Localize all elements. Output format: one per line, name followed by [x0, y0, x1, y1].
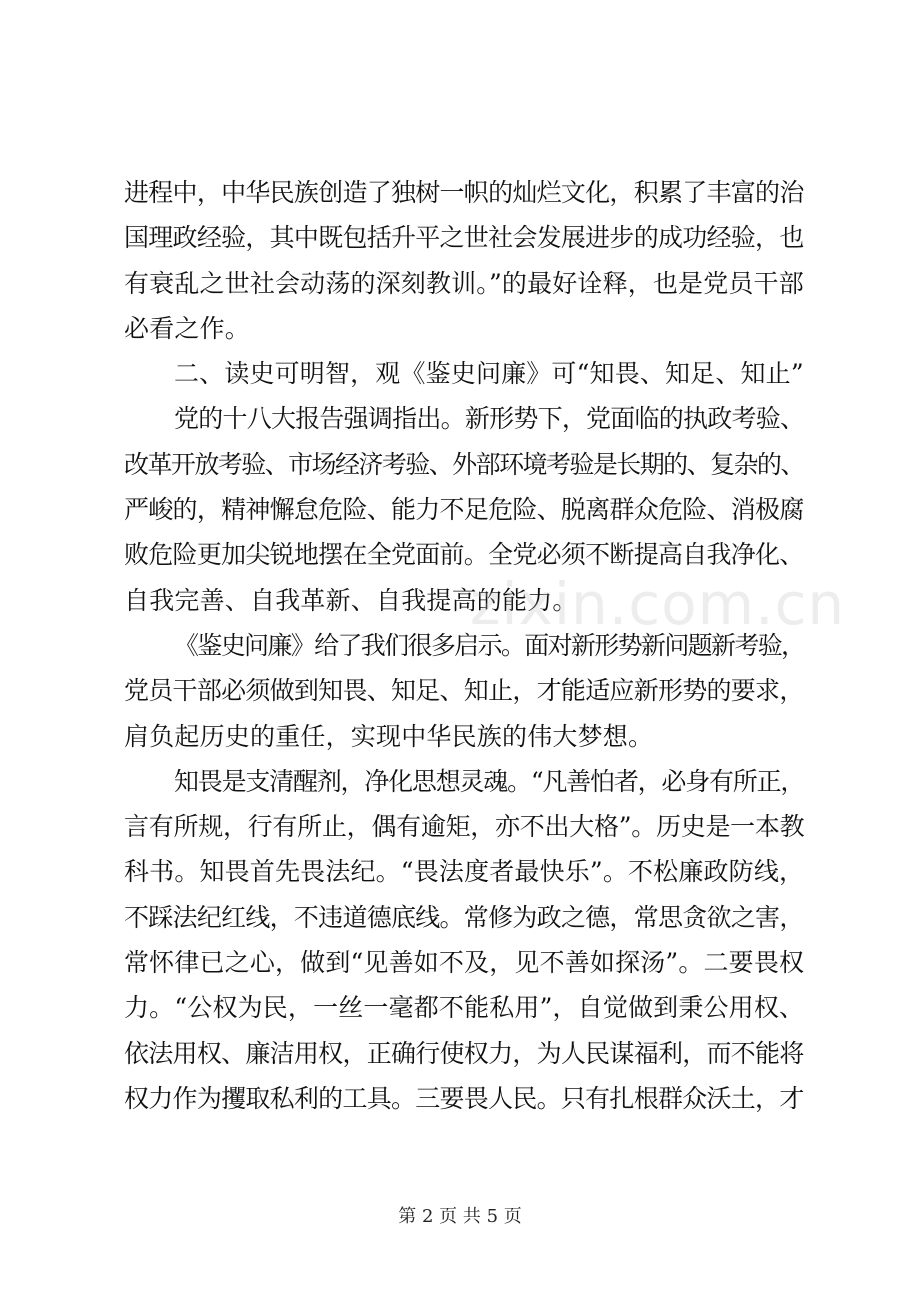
text-line: 《鉴史问廉》给了我们很多启示。面对新形势新问题新考验， [174, 630, 805, 660]
text-line: 党的十八大报告强调指出。新形势下，党面临的执政考验、 [174, 404, 805, 434]
text-line: 依法用权、廉洁用权，正确行使权力，为人民谋福利，而不能将 [124, 1038, 804, 1068]
text-line: 言有所规，行有所止，偶有逾矩，亦不出大格”。历史是一本教 [124, 812, 805, 842]
text-line: 国理政经验，其中既包括升平之世社会发展进步的成功经验，也 [124, 223, 804, 253]
text-line: 权力作为攫取私利的工具。三要畏人民。只有扎根群众沃土，才 [124, 1083, 804, 1113]
text-line: 常怀律已之心，做到“见善如不及，见不善如探汤”。二要畏权 [124, 948, 805, 978]
text-line: 二、读史可明智，观《鉴史问廉》可“知畏、知足、知止” [174, 359, 804, 389]
text-line: 必看之作。 [124, 313, 251, 343]
text-line: 力。“公权为民，一丝一毫都不能私用”，自觉做到秉公用权、 [124, 993, 805, 1023]
text-line: 不踩法纪红线，不违道德底线。常修为政之德，常思贪欲之害， [124, 902, 804, 932]
watermark: zixin.com.cn [470, 570, 846, 638]
document-body [124, 170, 804, 1121]
text-line: 科书。知畏首先畏法纪。“畏法度者最快乐”。不松廉政防线， [124, 857, 805, 887]
text-line: 自我完善、自我革新、自我提高的能力。 [124, 585, 578, 615]
page-footer: 第 2 页 共 5 页 [398, 1206, 522, 1227]
text-line: 党员干部必须做到知畏、知足、知止，才能适应新形势的要求， [124, 676, 804, 706]
text-line: 肩负起历史的重任，实现中华民族的伟大梦想。 [124, 721, 654, 751]
text-line: 败危险更加尖锐地摆在全党面前。全党必须不断提高自我净化、 [124, 540, 804, 570]
text-line: 知畏是支清醒剂，净化思想灵魂。“凡善怕者，必身有所正， [174, 766, 805, 796]
text-line: 改革开放考验、市场经济考验、外部环境考验是长期的、复杂的、 [124, 449, 804, 479]
text-line: 严峻的，精神懈怠危险、能力不足危险、脱离群众危险、消极腐 [124, 495, 804, 525]
text-line: 有衰乱之世社会动荡的深刻教训。”的最好诠释，也是党员干部 [124, 268, 804, 298]
text-line: 进程中，中华民族创造了独树一帜的灿烂文化，积累了丰富的治 [124, 178, 804, 207]
